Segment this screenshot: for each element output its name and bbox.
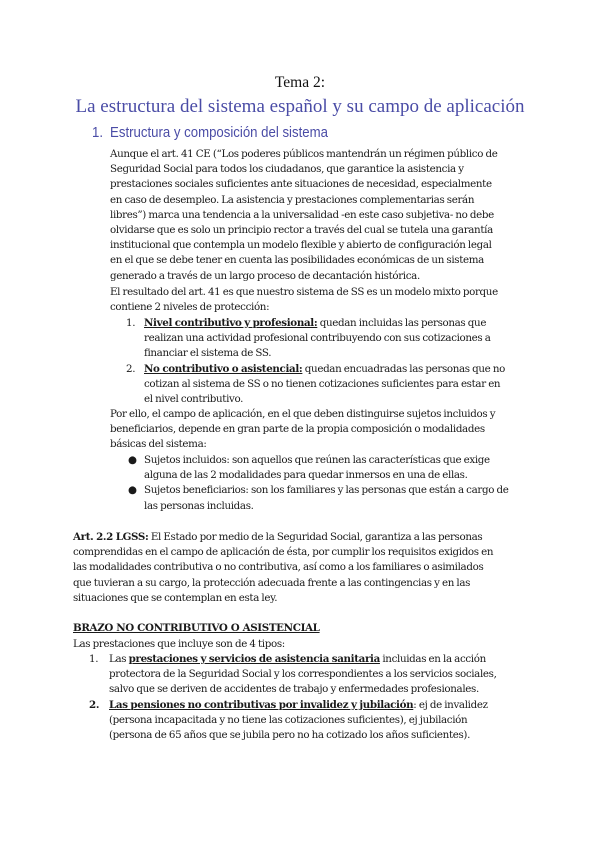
paragraph-line: Por ello, el campo de aplicación, en el que deben distinguirse sujetos incluidos y	[110, 408, 496, 420]
item-title: prestaciones y servicios de asistencia sanitaria	[128, 653, 380, 665]
list-line: las personas incluidas.	[144, 499, 254, 512]
paragraph-line: básicas del sistema:	[110, 438, 207, 451]
list-line: alguna de las 2 modalidades para quedar inmersos en una de ellas.	[144, 469, 468, 482]
list-item	[110, 453, 540, 483]
mixed-model-paragraph	[110, 285, 520, 315]
paragraph-line: olvidarse que es solo un principio rector a través del cual se tutela una garantía	[110, 224, 493, 237]
list-line: protectora de la Seguridad Social y los correspondientes a los servicios sociales,	[109, 668, 497, 681]
list-line: cotizan al sistema de SS o no tienen cotizaciones suficientes para estar en	[144, 377, 501, 390]
list-line: Sujetos beneficiarios: son los familiares y las personas que están a cargo de	[144, 484, 509, 497]
list-marker: 2.	[126, 362, 136, 375]
list-line: (persona incapacitada y no tiene las cotizaciones suficientes), ej jubilación	[109, 713, 468, 726]
paragraph-line: libres”) marca una tendencia a la universalidad -en este caso subjetiva- no debe	[110, 208, 494, 221]
paragraph-line: las modalidades contributiva o no contributiva, así como a los familiares o asimilados	[73, 561, 484, 574]
list-item	[73, 652, 533, 698]
list-line: financiar el sistema de SS.	[144, 347, 272, 360]
level-text: quedan incluidas las personas que	[317, 317, 487, 329]
article-label: Art. 2.2 LGSS:	[73, 531, 149, 543]
list-line: salvo que se deriven de accidentes de trabajo y enfermedades profesionales.	[109, 683, 479, 696]
list-marker: 1.	[126, 317, 136, 329]
paragraph-line: institucional que contempla un modelo flexible y abierto de configuración legal	[110, 239, 492, 252]
paragraph-line: El resultado del art. 41 es que nuestro sistema de SS es un modelo mixto porque	[110, 286, 498, 298]
item-text: : ej de invalidez	[413, 698, 488, 711]
benefits-list	[73, 652, 533, 743]
paragraph-line: beneficiarios, depende en gran parte de la propia composición o modalidades	[110, 423, 485, 436]
list-marker: 1.	[89, 653, 99, 665]
list-item	[110, 483, 540, 513]
paragraph-line: situaciones que se contemplan en esta ley.	[73, 591, 278, 604]
list-item	[73, 698, 533, 744]
list-marker: 2.	[89, 698, 100, 711]
paragraph-line: en el que se debe tener en cuenta las posibilidades económicas de un sistema	[110, 254, 484, 267]
paragraph-line: generado a través de un largo proceso de decantación histórica.	[110, 269, 420, 282]
item-text: incluidas en la acción	[379, 653, 486, 665]
section-number: 1.	[92, 124, 104, 141]
protection-levels-list	[110, 316, 530, 407]
paragraph-line: comprendidas en el campo de aplicación de ésta, por cumplir los requisitos exigidos en	[73, 546, 494, 559]
brazo-heading: BRAZO NO CONTRIBUTIVO O ASISTENCIAL	[73, 622, 320, 634]
subjects-bullet-list	[110, 453, 540, 514]
paragraph-line: en caso de desempleo. La asistencia y prestaciones complementarias serán	[110, 193, 475, 206]
level-title: Nivel contributivo y profesional:	[144, 317, 318, 329]
intro-paragraph	[110, 147, 520, 284]
document-title: Tema 2:	[274, 74, 326, 91]
paragraph-line: contiene 2 niveles de protección:	[110, 301, 270, 314]
article-text: El Estado por medio de la Seguridad Social, garantiza a las personas	[148, 531, 483, 543]
brazo-intro: Las prestaciones que incluye son de 4 tipos:	[73, 638, 285, 650]
list-item	[110, 362, 530, 408]
list-line: (persona de 65 años que se jubila pero no ha cotizado los años suficientes).	[109, 729, 471, 742]
bullet-icon: ●	[128, 484, 137, 497]
paragraph-line: prestaciones sociales suficientes ante situaciones de necesidad, especialmente	[110, 178, 492, 191]
scope-paragraph	[110, 407, 530, 453]
article-paragraph	[73, 530, 533, 606]
list-line: Sujetos incluidos: son aquellos que reúnen las características que exige	[144, 454, 490, 466]
list-item	[110, 316, 530, 362]
bullet-icon: ●	[128, 454, 137, 466]
item-title: Las pensiones no contributivas por invalidez y jubilación	[109, 698, 414, 711]
item-prefix: Las	[109, 653, 129, 665]
list-line: el nivel contributivo.	[144, 393, 244, 406]
document-subtitle: La estructura del sistema español y su campo de aplicación	[75, 96, 525, 117]
section-heading	[92, 124, 328, 141]
paragraph-line: que tuvieran a su cargo, la protección adecuada frente a las contingencias y en las	[73, 576, 471, 589]
level-text: quedan encuadradas las personas que no	[302, 362, 505, 375]
section-heading-text: Estructura y composición del sistema	[110, 124, 328, 141]
paragraph-line: Seguridad Social para todos los ciudadanos, que garantice la asistencia y	[110, 163, 464, 176]
list-line: realizan una actividad profesional contribuyendo con sus cotizaciones a	[144, 332, 491, 345]
paragraph-line: Aunque el art. 41 CE (“Los poderes públicos mantendrán un régimen público de	[110, 148, 498, 160]
level-title: No contributivo o asistencial:	[144, 362, 303, 375]
